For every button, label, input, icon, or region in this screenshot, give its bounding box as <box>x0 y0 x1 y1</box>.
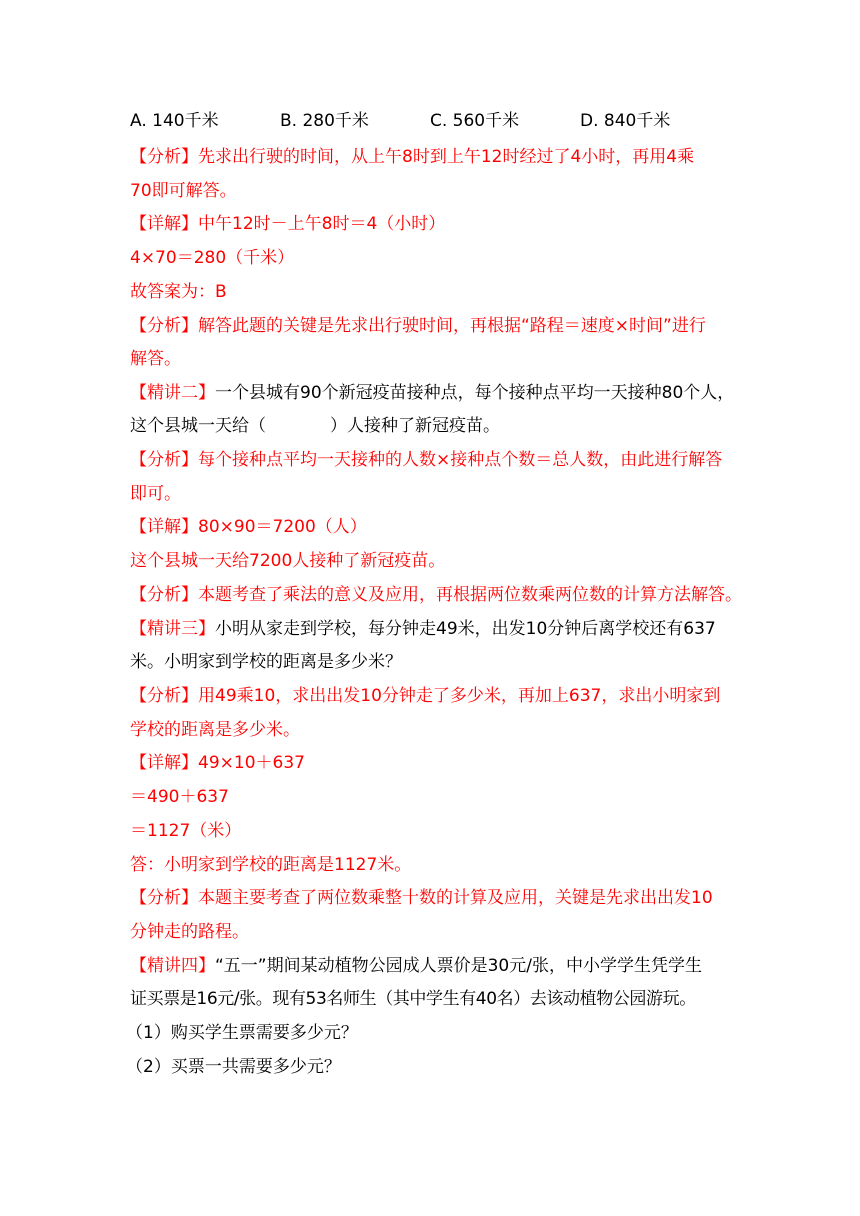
option-d: D. 840千米 <box>580 111 671 131</box>
analysis-tag: 【分析】 <box>130 450 198 470</box>
q1-summary-line-2: 解答。 <box>130 349 181 369</box>
q3-question-line-2: 米。小明家到学校的距离是多少米？ <box>130 652 402 672</box>
detail-text: 中午12时－上午8时＝4（小时） <box>198 214 446 234</box>
q2-summary-line-1 <box>130 583 742 607</box>
q3-summary-line-2: 分钟走的路程。 <box>130 922 249 942</box>
q3-answer: 答：小明家到学校的距离是1127米。 <box>130 855 412 875</box>
summary-text: 本题主要考查了两位数乘整十数的计算及应用，关键是先求出出发10 <box>198 888 713 908</box>
analysis-text: 用49乘10，求出出发10分钟走了多少米，再加上637，求出小明家到 <box>198 686 721 706</box>
q2-analysis-line-1 <box>130 448 722 472</box>
q1-analysis-line-1 <box>130 145 694 169</box>
q2-question-line-2 <box>130 414 500 438</box>
q3-question-line-1 <box>130 617 716 641</box>
q3-text: 小明从家走到学校，每分钟走49米，出发10分钟后离学校还有637 <box>215 619 716 639</box>
q4-subquestion-1: （1）购买学生票需要多少元？ <box>126 1023 358 1043</box>
q1-analysis-line-2: 70即可解答。 <box>130 181 237 201</box>
q1-detail-line-1 <box>130 212 445 236</box>
q3-detail-line-1 <box>130 751 305 775</box>
q2-detail-line-2: 这个县城一天给7200人接种了新冠疫苗。 <box>130 551 446 571</box>
q3-analysis-line-1 <box>130 684 720 708</box>
q1-detail-line-2: 4×70＝280（千米） <box>130 248 295 268</box>
q3-tag: 【精讲三】 <box>130 619 215 639</box>
q4-question-line-2: 证买票是16元/张。现有53名师生（其中学生有40名）去该动植物公园游玩。 <box>130 989 696 1009</box>
q3-detail-line-2: ＝490＋637 <box>130 787 229 807</box>
analysis-text: 先求出行驶的时间，从上午8时到上午12时经过了4小时，再用4乘 <box>198 147 695 167</box>
summary-tag: 【分析】 <box>130 585 198 605</box>
summary-tag: 【分析】 <box>130 888 198 908</box>
q1-answer: 故答案为：B <box>130 282 227 302</box>
q2-analysis-line-2: 即可。 <box>130 484 181 504</box>
detail-tag: 【详解】 <box>130 753 198 773</box>
analysis-tag: 【分析】 <box>130 147 198 167</box>
q2-tag: 【精讲二】 <box>130 383 215 403</box>
option-a: A. 140千米 <box>130 111 219 131</box>
q4-question-line-1 <box>130 954 702 978</box>
q2-text-after-blank: ）人接种了新冠疫苗。 <box>330 416 500 436</box>
analysis-text: 每个接种点平均一天接种的人数×接种点个数＝总人数，由此进行解答 <box>198 450 723 470</box>
option-c: C. 560千米 <box>430 111 520 131</box>
summary-text: 解答此题的关键是先求出行驶时间，再根据“路程＝速度×时间”进行 <box>198 316 706 336</box>
q2-question-line-1 <box>130 381 734 405</box>
analysis-tag: 【分析】 <box>130 686 198 706</box>
q3-analysis-line-2: 学校的距离是多少米。 <box>130 720 300 740</box>
option-b: B. 280千米 <box>280 111 369 131</box>
q2-text: 一个县城有90个新冠疫苗接种点，每个接种点平均一天接种80个人， <box>215 383 735 403</box>
detail-tag: 【详解】 <box>130 517 198 537</box>
detail-tag: 【详解】 <box>130 214 198 234</box>
q4-subquestion-2: （2）买票一共需要多少元？ <box>126 1057 341 1077</box>
q4-tag: 【精讲四】 <box>130 956 215 976</box>
q1-summary-line-1 <box>130 314 706 338</box>
summary-text: 本题考查了乘法的意义及应用，再根据两位数乘两位数的计算方法解答。 <box>198 585 742 605</box>
detail-text: 80×90＝7200（人） <box>198 517 367 537</box>
summary-tag: 【分析】 <box>130 316 198 336</box>
q2-detail-line-1 <box>130 515 367 539</box>
detail-text: 49×10＋637 <box>198 753 305 773</box>
q3-summary-line-1 <box>130 886 713 910</box>
q3-detail-line-3: ＝1127（米） <box>130 821 242 841</box>
q4-text: “五一”期间某动植物公园成人票价是30元/张，中小学学生凭学生 <box>215 956 702 976</box>
q2-text-before-blank: 这个县城一天给（ <box>130 416 266 436</box>
